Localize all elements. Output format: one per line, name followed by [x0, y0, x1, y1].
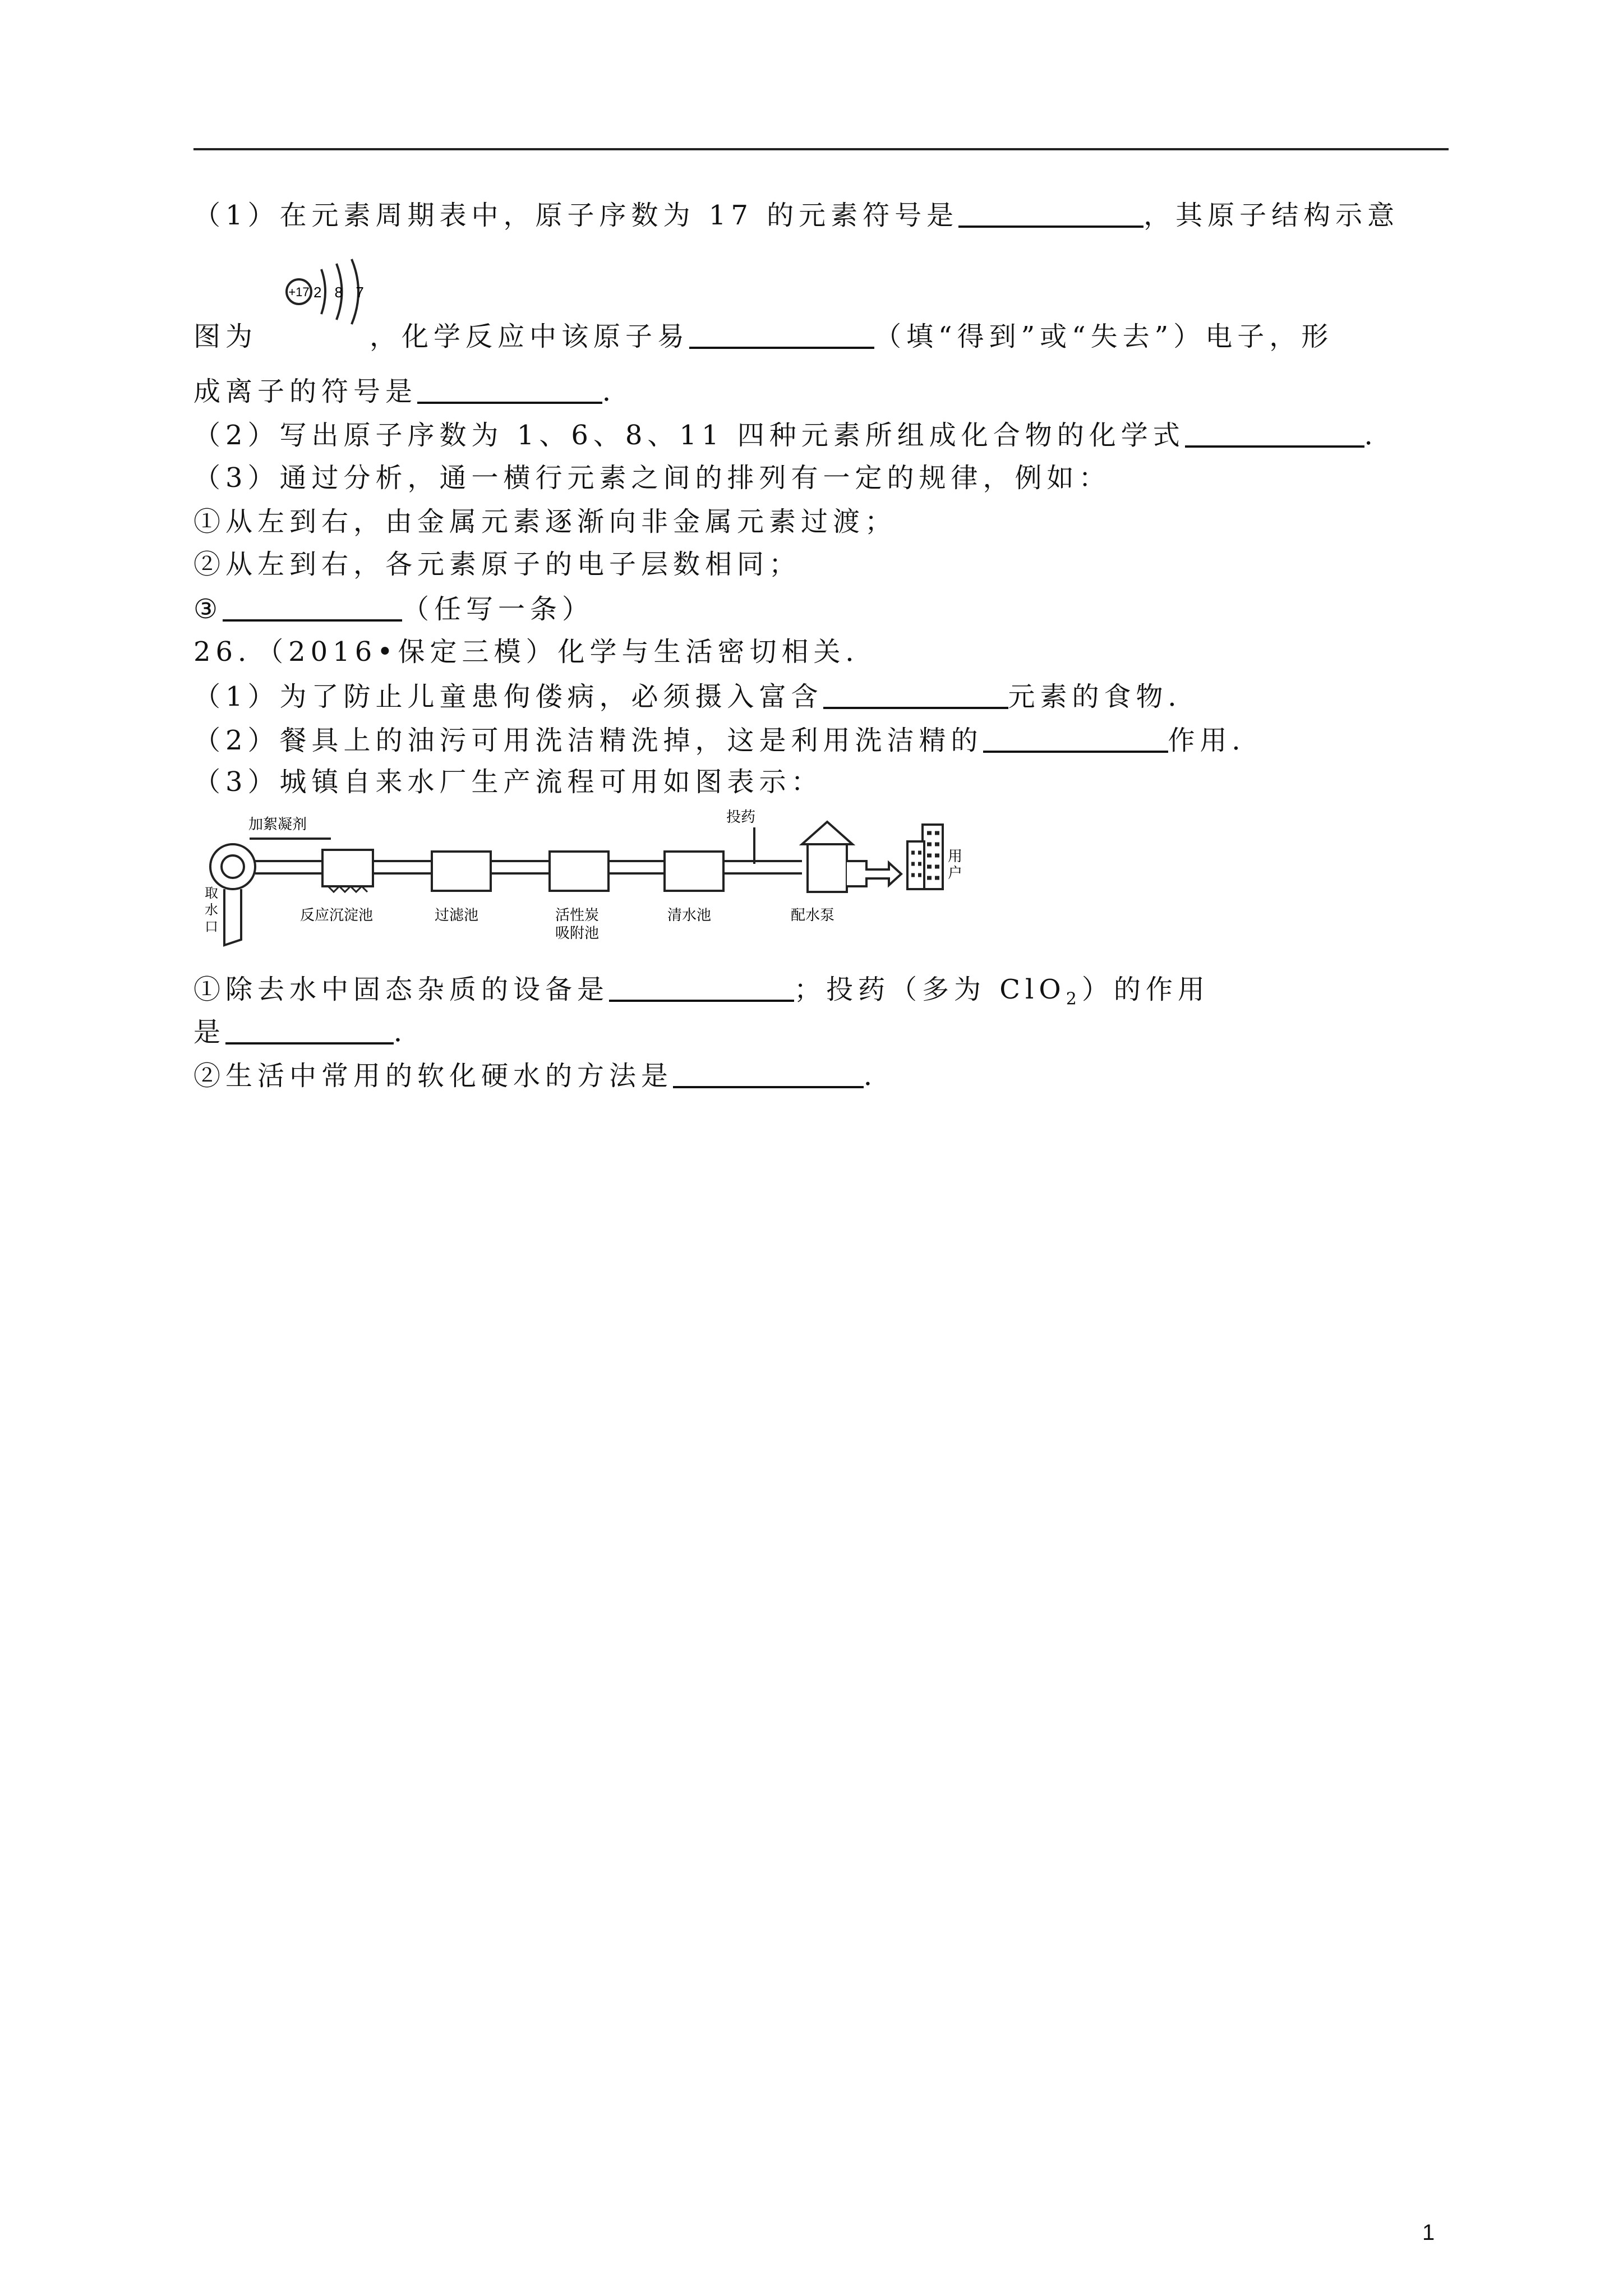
tank-carbon: [550, 852, 608, 891]
period: ．: [602, 376, 635, 407]
pump-house-roof: [802, 822, 852, 844]
tank3-label-2: 吸附池: [555, 925, 600, 942]
tank4-label: 清水池: [667, 907, 712, 924]
q26-sub1-text-b: ；投药（多为 ClO: [794, 974, 1066, 1005]
q26-title-text: 26．（2016•保定三模）化学与生活密切相关．: [193, 636, 878, 668]
q26-part1-line: [193, 679, 1450, 714]
q26-sub2-line: [193, 1058, 1450, 1093]
intake-label-3: 口: [205, 919, 218, 935]
q25-part1-text-d: ，化学反应中该原子易: [370, 321, 690, 352]
q26-part1-text-b: 元素的食物．: [1008, 681, 1200, 712]
electron-shell-counts: 2 8 7: [313, 284, 368, 301]
q26-title: [193, 635, 1450, 669]
answer-blank[interactable]: [673, 1058, 864, 1088]
tank-filter: [432, 852, 491, 891]
answer-blank[interactable]: [1185, 417, 1364, 448]
pump-label: 配水泵: [791, 907, 835, 924]
header-rule: [193, 148, 1449, 150]
q25-rule-3: [193, 591, 1450, 626]
q25-rule-1-text: ①从左到右，由金属元素逐渐向非金属元素过渡；: [193, 506, 897, 537]
q26-sub1-subscript: 2: [1066, 989, 1082, 1009]
q25-rule-2-text: ②从左到右，各元素原子的电子层数相同；: [193, 549, 801, 580]
intake-channel: [224, 889, 241, 945]
q26-sub1-text-c: ）的作用: [1081, 974, 1210, 1005]
q25-part2-line: [193, 417, 1450, 452]
atom-structure-diagram: [278, 252, 384, 325]
q25-part1-line1: [193, 197, 1450, 232]
q26-sub1-line2: [193, 1014, 1450, 1049]
intake-pipe-inner: [222, 855, 244, 878]
q25-part3-line: [193, 461, 1450, 495]
coagulant-label: 加絮凝剂: [248, 816, 307, 833]
q26-sub1-text-d: 是: [193, 1016, 226, 1048]
q25-rule-2: [193, 547, 1450, 581]
user-building-side: [907, 841, 924, 889]
q25-part2-text: （2）写出原子序数为 1、6、8、11 四种元素所组成化合物的化学式: [193, 420, 1185, 451]
q25-part1-text-f: 成离子的符号是: [193, 376, 418, 407]
page-number: 1: [1422, 2220, 1435, 2245]
period: ．: [394, 1016, 426, 1048]
q25-part3-text: （3）通过分析，通一横行元素之间的排列有一定的规律，例如：: [193, 462, 1111, 494]
supply-arrow: [847, 861, 901, 886]
answer-blank[interactable]: [225, 1014, 394, 1045]
q25-part1-line2: [193, 319, 1450, 353]
period: ．: [864, 1060, 896, 1092]
q26-part2-line: [193, 723, 1450, 757]
q26-sub2-text-a: ②生活中常用的软化硬水的方法是: [193, 1060, 674, 1092]
q26-sub1-line1: [193, 972, 1450, 1016]
q25-part1-line3: [193, 374, 1450, 408]
dose-label: 投药: [726, 809, 756, 826]
tank-sedimentation: [322, 850, 373, 886]
q25-part1-text-c: 图为: [193, 321, 258, 352]
q26-part2-text-b: 作用．: [1168, 725, 1264, 756]
q25-rule-3-marker: ③: [193, 593, 223, 625]
answer-blank[interactable]: [417, 374, 602, 404]
answer-blank[interactable]: [823, 679, 1008, 709]
answer-blank[interactable]: [689, 319, 874, 349]
tank-clear-water: [665, 852, 723, 891]
q25-rule-3-text: （任写一条）: [402, 593, 594, 625]
answer-blank[interactable]: [983, 723, 1168, 753]
user-building: [923, 825, 943, 889]
user-label-1: 用: [948, 848, 963, 865]
user-label-2: 户: [948, 865, 963, 882]
q26-part3-text: （3）城镇自来水厂生产流程可用如图表示：: [193, 766, 823, 798]
q26-part3-line: [193, 765, 1450, 799]
answer-blank[interactable]: [609, 972, 794, 1002]
q26-sub1-text-a: ①除去水中固态杂质的设备是: [193, 974, 610, 1005]
intake-label-2: 水: [205, 902, 218, 918]
answer-blank[interactable]: [223, 591, 402, 622]
intake-label-1: 取: [205, 885, 218, 901]
q25-part1-text-e: （填“得到”或“失去”）电子，形: [874, 321, 1334, 352]
pump-house: [808, 844, 847, 892]
q26-part1-text-a: （1）为了防止儿童患佝偻病，必须摄入富含: [193, 681, 823, 712]
q25-part1-text-a: （1）在元素周期表中，原子序数为 17 的元素符号是: [193, 200, 959, 231]
water-treatment-flow-diagram: [193, 808, 990, 959]
q26-part2-text-a: （2）餐具上的油污可用洗洁精洗掉，这是利用洗洁精的: [193, 725, 983, 756]
tank2-label: 过滤池: [435, 907, 479, 924]
answer-blank[interactable]: [958, 197, 1144, 228]
tank3-label-1: 活性炭: [555, 907, 600, 924]
nucleus-label: +17: [288, 285, 310, 299]
tank1-label: 反应沉淀池: [300, 907, 374, 924]
intake-pipe-outer: [210, 844, 255, 889]
q25-rule-1: [193, 505, 1450, 539]
period: ．: [1364, 420, 1396, 451]
q25-part1-text-b: ，其原子结构示意: [1144, 200, 1400, 231]
